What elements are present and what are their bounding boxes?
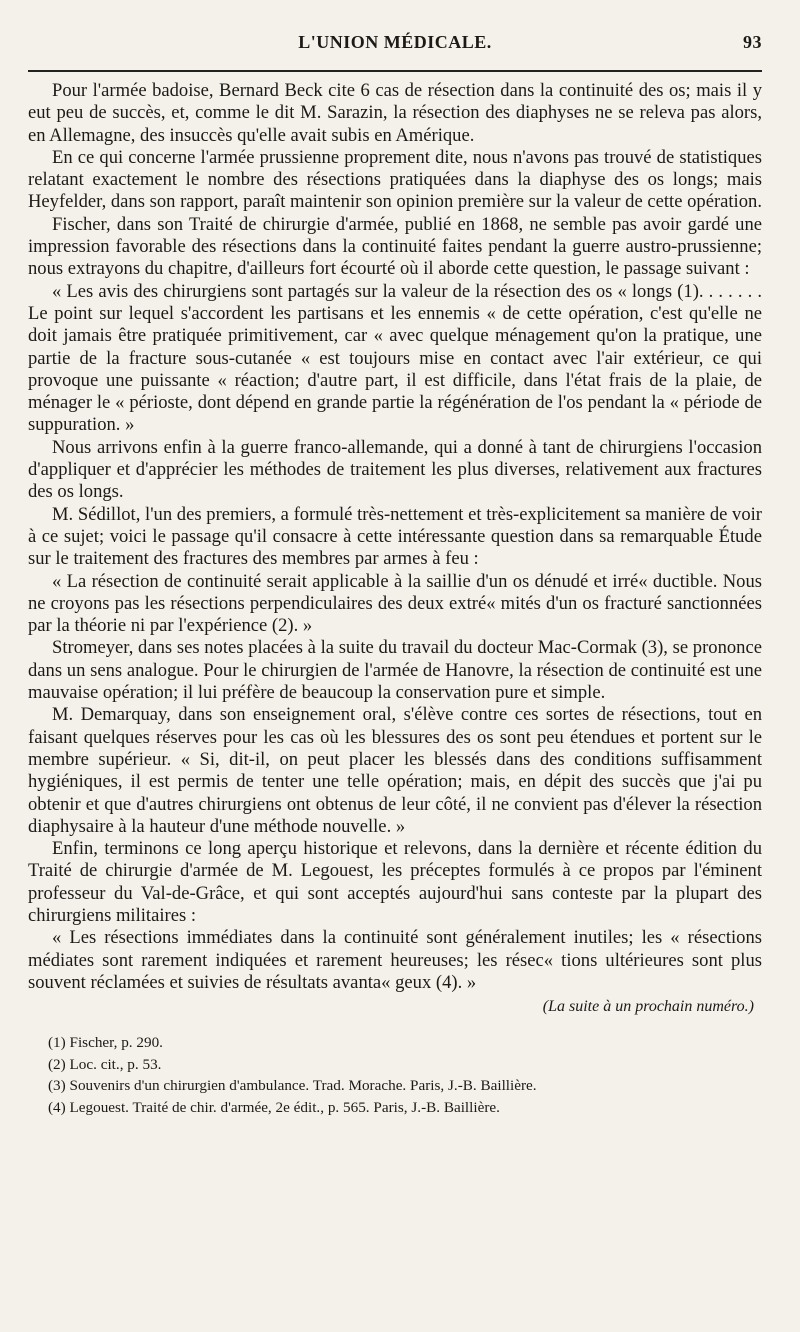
quotation: « Les résections immédiates dans la continuité sont généralement inutiles; les « résections médiates sont rarement indiquées et rarement heureuses; les résec« tions ultérieures sont plus souvent réclamées et suivies de résultats avanta« geux (4). » <box>28 927 762 993</box>
quotation: « Les avis des chirurgiens sont partagés sur la valeur de la résection des os « longs (1). . . . . . . Le point sur lequel s'accordent les partisans et les ennemis « de cette opération, c'est qu'elle ne doit jamais être pratiquée primitivement, car « avec quelque ménagement qu'on la pratique, une partie de la fracture sous-cutanée « est toujours mise en contact avec l'air extérieur, ce qui provoque une puissante « réaction; d'autre part, il est difficile, dans l'état frais de la plaie, de ménager le « périoste, dont dépend en grande partie la régénération de l'os pendant la « période de suppuration. » <box>28 280 762 436</box>
footnote: (1) Fischer, p. 290. <box>48 1034 163 1052</box>
footnote: (4) Legouest. Traité de chir. d'armée, 2e édit., p. 565. Paris, J.-B. Baillière. <box>48 1098 500 1116</box>
running-header <box>28 26 762 56</box>
paragraph: Pour l'armée badoise, Bernard Beck cite 6 cas de résection dans la continuité des os; mais il y eut peu de succès, et, comme le dit M. Sarazin, la résection des diaphyses ne se releva pas alors, en Allemagne, des insuccès qu'elle avait subis en Amérique. <box>28 80 762 146</box>
paragraph: Stromeyer, dans ses notes placées à la suite du travail du docteur Mac-Cormak (3), se prononce dans un sens analogue. Pour le chirurgien de l'armée de Hanovre, la résection de continuité est une mauvaise opération; il lui préfère de beaucoup la conservation pure et simple. <box>28 637 762 704</box>
paragraph: Enfin, terminons ce long aperçu historique et relevons, dans la dernière et récente édition du Traité de chirurgie d'armée de M. Legouest, les préceptes formulés à ce propos par l'éminent professeur du Val-de-Grâce, et qui sont acceptés aujourd'hui sans conteste par la plupart des chirurgiens militaires : <box>28 838 762 926</box>
paragraph: Fischer, dans son Traité de chirurgie d'armée, publié en 1868, ne semble pas avoir gardé une impression favorable des résections dans la continuité faites pendant la guerre austro-prussienne; nous extrayons du chapitre, d'ailleurs fort écourté où il aborde cette question, le passage suivant : <box>28 213 762 280</box>
article-body <box>28 80 762 994</box>
paragraph: M. Demarquay, dans son enseignement oral, s'élève contre ces sortes de résections, tout en faisant quelques réserves pour les cas où les blessures des os sont peu étendues et portent sur le membre supérieur. « Si, dit-il, on peut placer les blessés dans des conditions suffisamment hygiéniques, il est permis de tenter une telle opération; mais, en dépit des succès que j'ai pu obtenir et que d'autres chirurgiens ont obtenus de leur côté, il ne convient pas d'élever la résection diaphysaire à la hauteur d'une méthode nouvelle. » <box>28 704 762 837</box>
journal-title: L'UNION MÉDICALE. <box>298 32 492 52</box>
paragraph: Nous arrivons enfin à la guerre franco-allemande, qui a donné à tant de chirurgiens l'occasion d'appliquer et d'apprécier les méthodes de traitement les plus diverses, relativement aux fractures des os longs. <box>28 436 762 503</box>
footnote: (2) Loc. cit., p. 53. <box>48 1055 162 1073</box>
header-rule <box>28 70 762 72</box>
footnote: (3) Souvenirs d'un chirurgien d'ambulance. Trad. Morache. Paris, J.-B. Baillière. <box>48 1077 537 1095</box>
footnotes <box>48 1032 762 1118</box>
page-number: 93 <box>743 32 762 52</box>
continuation-note: (La suite à un prochain numéro.) <box>542 998 754 1016</box>
quotation: « La résection de continuité serait applicable à la saillie d'un os dénudé et irré« ductible. Nous ne croyons pas les résections perpendiculaires des deux extré« mités d'un os fracturé sanctionnées par la théorie ni par l'expérience (2). » <box>28 570 762 637</box>
paragraph: M. Sédillot, l'un des premiers, a formulé très-nettement et très-explicitement sa manière de voir à ce sujet; voici le passage qu'il consacre à cette intéressante question dans sa remarquable Étude sur le traitement des fractures des membres par armes à feu : <box>28 503 762 570</box>
paragraph: En ce qui concerne l'armée prussienne proprement dite, nous n'avons pas trouvé de statistiques relatant exactement le nombre des résections pratiquées dans la diaphyse des os longs; mais Heyfelder, dans son rapport, paraît maintenir son opinion première sur la valeur de cette opération. <box>28 146 762 213</box>
